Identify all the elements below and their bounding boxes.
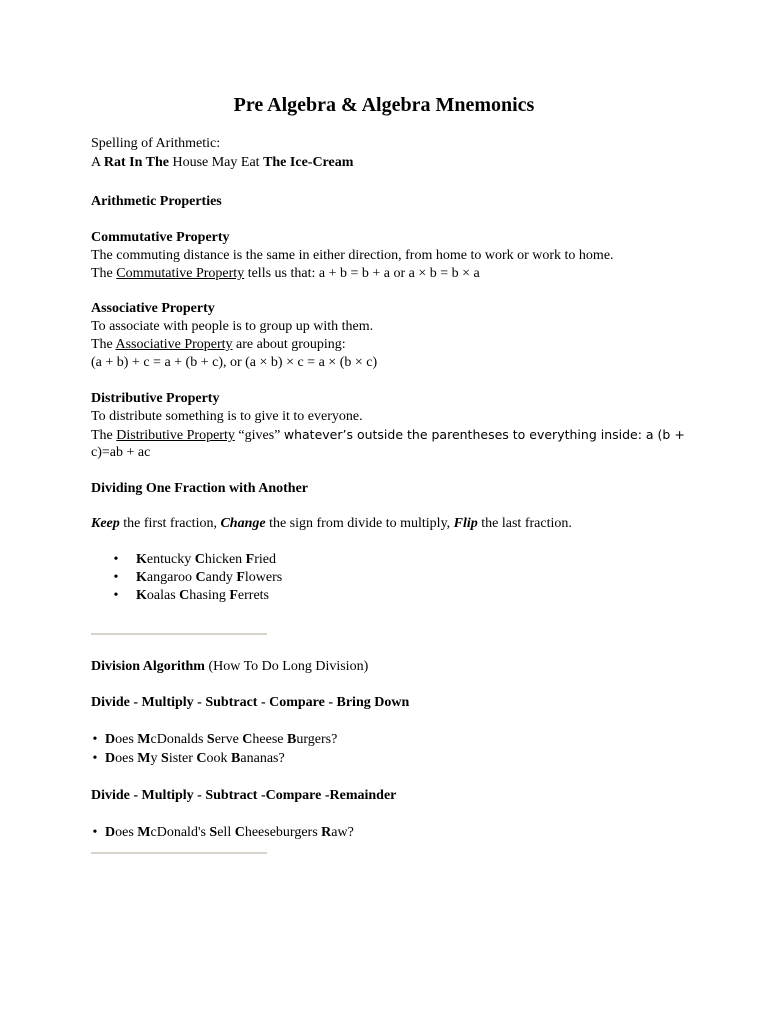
divider (91, 633, 267, 635)
spelling-label: Spelling of Arithmetic: (91, 136, 221, 151)
bullet-icon: • (113, 570, 119, 585)
list-item: Does My Sister Cook Bananas? (105, 751, 285, 766)
bullet-icon: • (92, 732, 98, 747)
list-item: Does McDonalds Serve Cheese Burgers? (105, 732, 338, 747)
arithmetic-heading: Arithmetic Properties (91, 194, 222, 209)
associative-line3: (a + b) + c = a + (b + c), or (a × b) × c = a × (b × c) (91, 355, 378, 370)
bullet-icon: • (92, 751, 98, 766)
list-item: Does McDonald's Sell Cheeseburgers Raw? (105, 825, 354, 840)
bullet-icon: • (92, 825, 98, 840)
associative-property-link[interactable]: Associative Property (115, 337, 233, 352)
keep-change-flip: Keep the first fraction, Change the sign from divide to multiply, Flip the last fraction. (91, 516, 572, 531)
associative-line1: To associate with people is to group up with them. (91, 319, 374, 334)
associative-heading: Associative Property (91, 301, 215, 316)
commutative-heading: Commutative Property (91, 230, 230, 245)
bullet-icon: • (113, 588, 119, 603)
division-heading: Division Algorithm (How To Do Long Division) (91, 659, 369, 674)
spelling-mnemonic: A Rat In The House May Eat The Ice-Cream (91, 155, 354, 170)
commutative-line2: The Commutative Property tells us that: a + b = b + a or a × b = b × a (91, 266, 480, 281)
dividing-heading: Dividing One Fraction with Another (91, 481, 309, 496)
page-title: Pre Algebra & Algebra Mnemonics (233, 94, 535, 116)
divider (91, 852, 267, 854)
list-item: Kentucky Chicken Fried (136, 552, 276, 567)
bullet-icon: • (113, 552, 119, 567)
distributive-property-link[interactable]: Distributive Property (116, 428, 235, 443)
list-item: Koalas Chasing Ferrets (136, 588, 269, 603)
distributive-line2: The Distributive Property “gives” whatever’s outside the parentheses to everything inside: a (b + (91, 427, 685, 443)
distributive-heading: Distributive Property (91, 391, 220, 406)
distributive-line3: c)=ab + ac (91, 445, 151, 460)
associative-line2: The Associative Property are about grouping: (91, 337, 346, 352)
list-item: Kangaroo Candy Flowers (136, 570, 283, 585)
distributive-line1: To distribute something is to give it to everyone. (91, 409, 363, 424)
commutative-line1: The commuting distance is the same in either direction, from home to work or work to home. (91, 248, 614, 263)
division-steps-2: Divide - Multiply - Subtract -Compare -Remainder (91, 788, 397, 803)
division-steps-1: Divide - Multiply - Subtract - Compare - Bring Down (91, 695, 410, 710)
commutative-property-link[interactable]: Commutative Property (116, 266, 245, 281)
